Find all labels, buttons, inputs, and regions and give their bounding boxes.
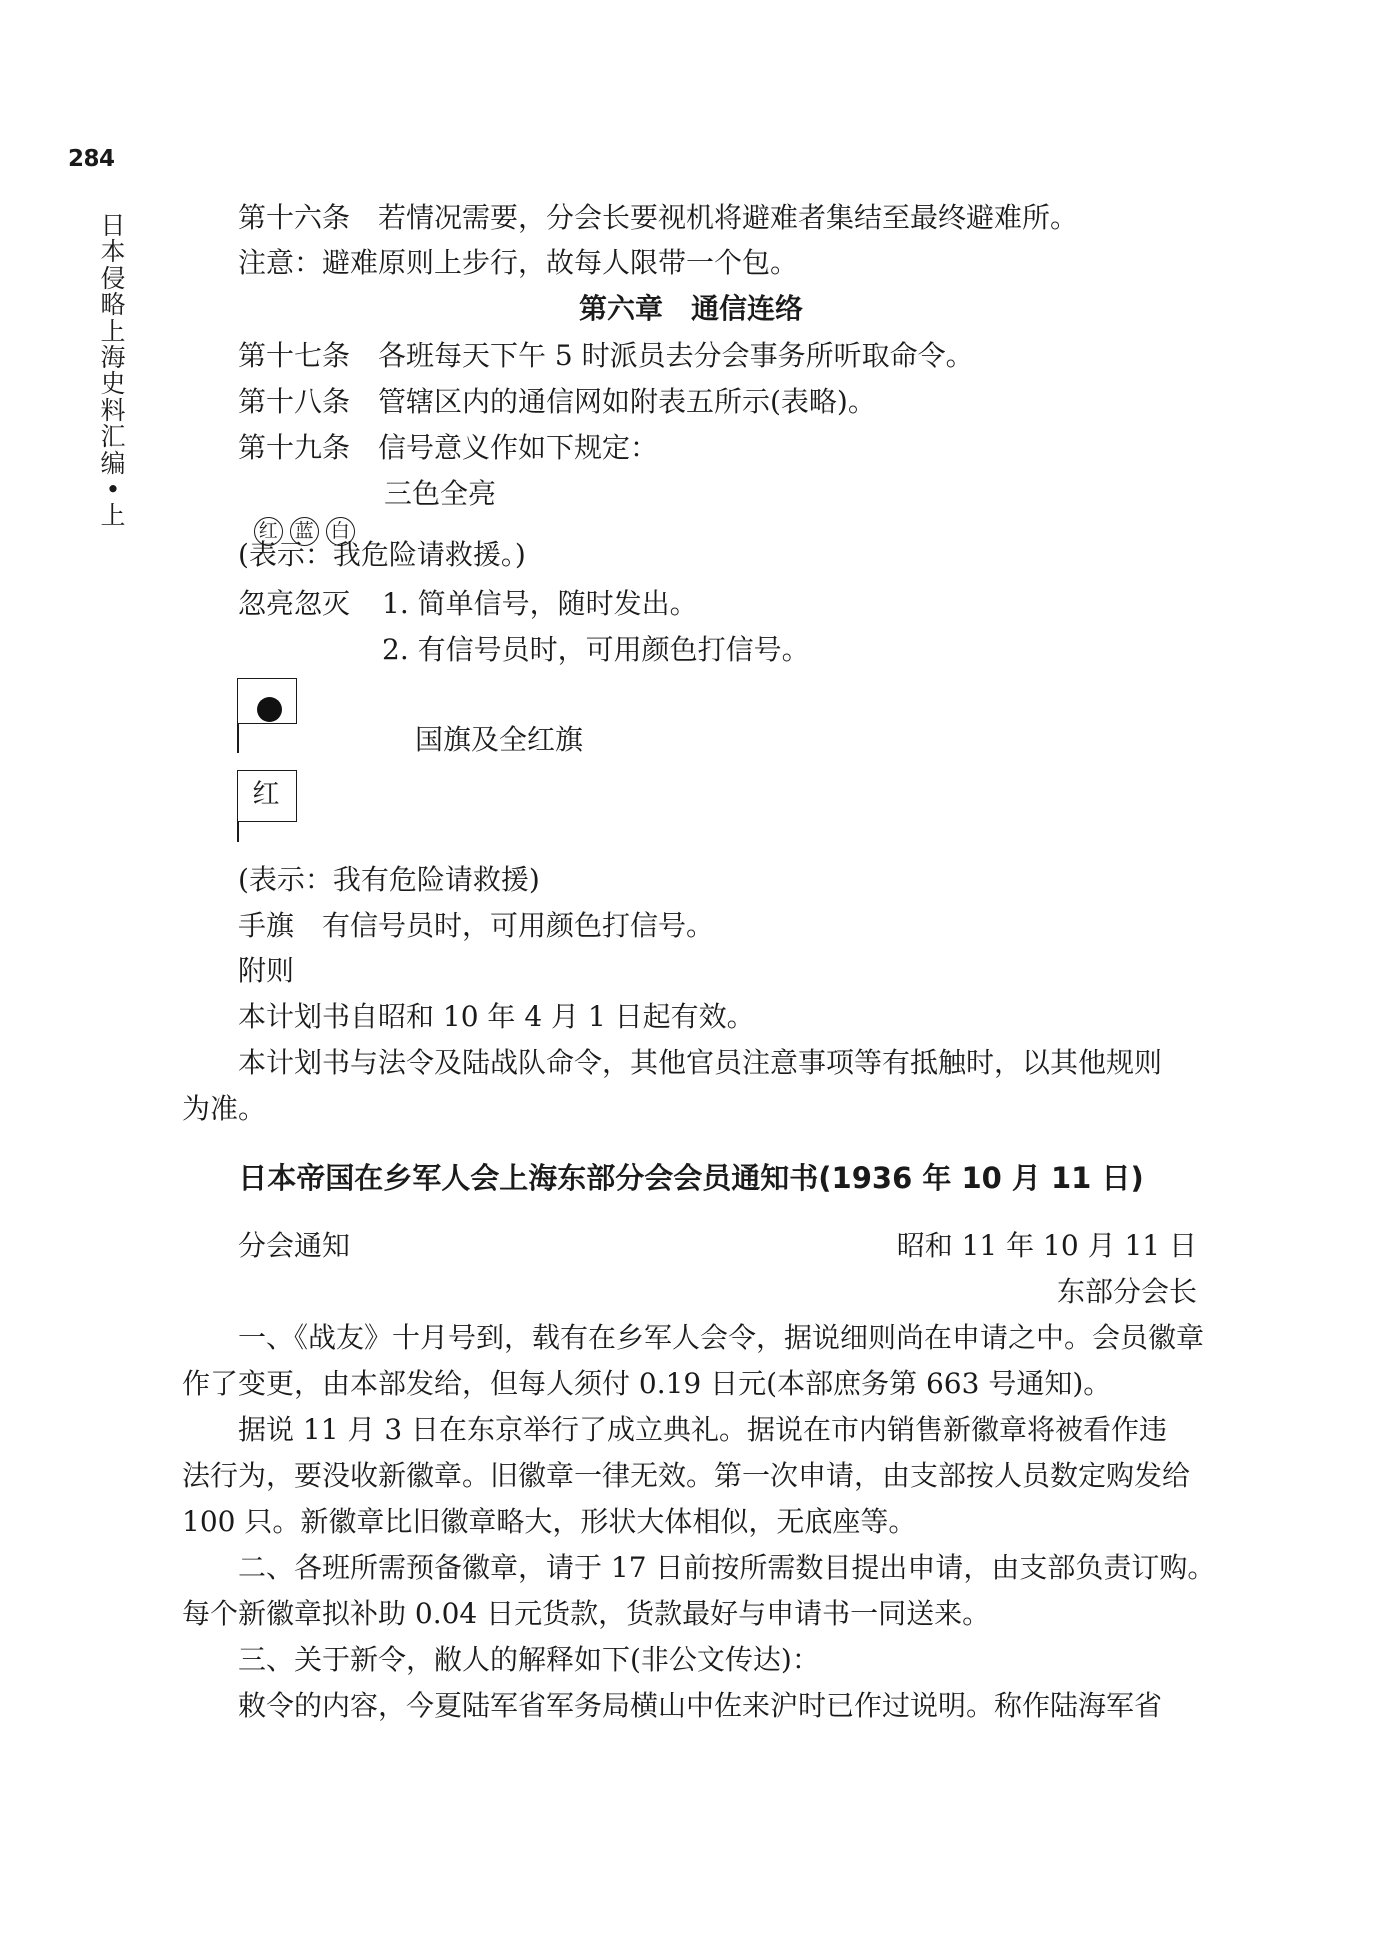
article-16: 第十六条 若情况需要，分会长要视机将避难者集结至最终避难所。	[238, 201, 1079, 234]
notice-title: 日本帝国在乡军人会上海东部分会会员通知书(1936 年 10 月 11 日)	[238, 1161, 1144, 1195]
notice-date: 昭和 11 年 10 月 11 日	[896, 1229, 1197, 1262]
running-title-char: 本	[100, 237, 126, 267]
notice-paragraph-2b: 法行为，要没收新徽章。旧徽章一律无效。第一次申请，由支部按人员数定购发给	[182, 1459, 1191, 1492]
notice-heading: 分会通知	[238, 1229, 351, 1262]
hand-flag-line: 手旗 有信号员时，可用颜色打信号。	[238, 909, 715, 942]
blink-item-1: 1. 简单信号，随时发出。	[382, 587, 698, 620]
circled-red-glyph: 红	[254, 517, 283, 546]
blink-label: 忽亮忽灭	[238, 587, 351, 620]
chapter-heading: 第六章 通信连络	[578, 292, 803, 325]
running-title-char: 料	[100, 395, 126, 425]
article-18: 第十八条 管辖区内的通信网如附表五所示(表略)。	[238, 385, 876, 418]
page-number: 284	[68, 146, 115, 172]
running-title-char: 汇	[100, 422, 126, 452]
flags-caption: 国旗及全红旗	[415, 723, 584, 756]
running-title-char: 海	[100, 343, 126, 373]
running-title	[99, 213, 127, 530]
note-line: 注意：避难原则上步行，故每人限带一个包。	[238, 246, 799, 279]
conflict-line-2: 为准。	[182, 1092, 267, 1125]
notice-paragraph-2c: 100 只。新徽章比旧徽章略大，形状大体相似，无底座等。	[182, 1505, 917, 1538]
meaning-line-2: (表示：我有危险请救援)	[238, 863, 540, 896]
effective-date-line: 本计划书自昭和 10 年 4 月 1 日起有效。	[238, 1000, 755, 1033]
notice-paragraph-1b: 作了变更，由本部发给，但每人须付 0.19 日元(本部庶务第 663 号通知)。	[182, 1367, 1112, 1400]
notice-paragraph-3b: 每个新徽章拟补助 0.04 日元货款，货款最好与申请书一同送来。	[182, 1597, 991, 1630]
red-flag-label: 红	[252, 779, 280, 810]
conflict-line-1: 本计划书与法令及陆战队命令，其他官员注意事项等有抵触时，以其他规则	[238, 1046, 1163, 1079]
article-19: 第十九条 信号意义作如下规定：	[238, 431, 659, 464]
circled-blue-glyph: 蓝	[290, 517, 319, 546]
notice-paragraph-4: 三、关于新令，敝人的解释如下(非公文传达)：	[238, 1643, 820, 1676]
running-title-char: 上	[100, 501, 126, 531]
running-title-char: 略	[100, 290, 126, 320]
blink-item-2: 2. 有信号员时，可用颜色打信号。	[382, 633, 810, 666]
notice-paragraph-5: 敕令的内容，今夏陆军省军务局横山中佐来沪时已作过说明。称作陆海军省	[238, 1689, 1163, 1722]
running-title-char: 上	[100, 316, 126, 346]
running-title-char: 史	[100, 369, 126, 399]
running-title-char: 编	[100, 448, 126, 478]
three-color-label: 三色全亮	[384, 477, 497, 510]
running-title-char: 日	[100, 211, 126, 240]
notice-paragraph-3a: 二、各班所需预备徽章，请于 17 日前按所需数目提出申请，由支部负责订购。	[238, 1551, 1216, 1584]
notice-paragraph-1a: 一、《战友》十月号到，载有在乡军人会令，据说细则尚在申请之中。会员徽章	[238, 1321, 1205, 1354]
notice-paragraph-2a: 据说 11 月 3 日在东京举行了成立典礼。据说在市内销售新徽章将被看作违	[238, 1413, 1168, 1446]
notice-signer: 东部分会长	[1056, 1275, 1197, 1308]
running-title-char: 侵	[100, 263, 126, 293]
meaning-line-1: (表示：我危险请救援。)	[238, 538, 526, 571]
appendix-heading: 附则	[238, 954, 295, 987]
article-17: 第十七条 各班每天下午 5 时派员去分会事务所听取命令。	[238, 339, 974, 372]
circled-white-glyph: 白	[326, 517, 355, 546]
running-title-char: •	[105, 475, 121, 505]
